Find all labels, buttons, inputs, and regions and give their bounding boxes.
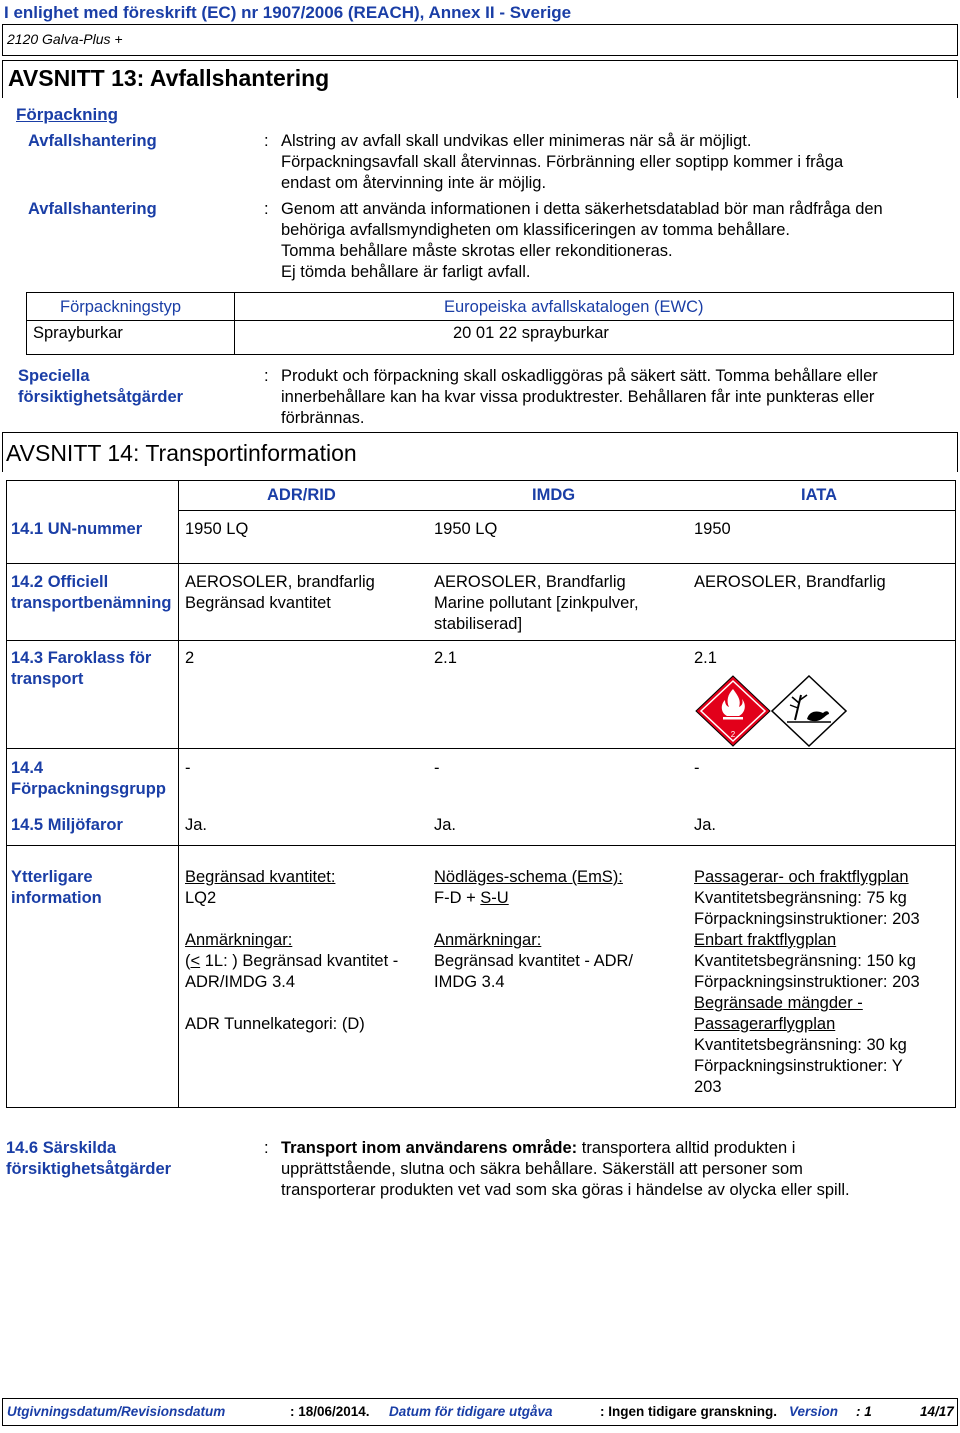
shipping-name-label: 14.2 Officiell transportbenämning: [11, 573, 172, 612]
packaging-type-header: Förpackningstyp: [60, 298, 182, 316]
packaging-subheading: Förpackning: [16, 105, 119, 124]
colon: :: [264, 132, 269, 150]
waste-label-2: Avfallshantering: [28, 200, 157, 218]
packaging-type-value: Sprayburkar: [33, 324, 123, 342]
colon: :: [264, 200, 269, 218]
additional-adr: Begränsad kvantitet: LQ2 Anmärkningar: (< 1L: ) Begränsad kvantitet - ADR/IMDG 3.4 ADR Tunnelkategori: (D): [185, 868, 399, 1033]
special-precautions-text: Produkt och förpackning skall oskadliggöras på säkert sätt. Tomma behållare eller innerbehållare kan ha kvar vissa produktrester. Behållaren får inte punkteras eller förbrännas.: [281, 367, 878, 427]
previous-date-value: : Ingen tidigare granskning.: [600, 1404, 778, 1419]
un-number-label: 14.1 UN-nummer: [11, 520, 143, 538]
hazard-class-label: 14.3 Faroklass för transport: [11, 649, 152, 688]
additional-info-label: Ytterligare information: [11, 868, 102, 907]
hazard-class-adr: 2: [185, 649, 195, 667]
ewc-value: 20 01 22 sprayburkar: [453, 324, 609, 342]
additional-iata: Passagerar- och fraktflygplan Kvantitetsbegränsning: 75 kg Förpackningsinstruktioner: 203 Enbart fraktflygplan Kvantitetsbegränsning: 150 kg Förpackningsinstruktioner: 203 Begränsade mängder - Passagerarflygplan Kvantitetsbegränsning: 30 kg Förpackningsinstruktioner: Y 203: [694, 868, 920, 1096]
waste-label-1: Avfallshantering: [28, 132, 157, 150]
waste-text-1: Alstring av avfall skall undvikas eller minimeras när så är möjligt. Förpackningsavfall skall återvinnas. Förbränning eller soptipp kommer i fråga endast om återvinning inte är möjlig.: [281, 132, 844, 192]
product-name-box: [2, 24, 958, 56]
env-iata: Ja.: [694, 816, 717, 834]
packing-group-label: 14.4 Förpackningsgrupp: [11, 759, 166, 798]
version-value: : 1: [856, 1404, 872, 1419]
special-precautions-label: Speciella försiktighetsåtgärder: [18, 367, 184, 406]
section-14-title: AVSNITT 14: Transportinformation: [6, 440, 357, 466]
un-adr: 1950 LQ: [185, 520, 249, 538]
flammable-gas-pictogram-icon: [695, 675, 771, 747]
colon: :: [264, 367, 269, 385]
document-regulation-title: I enlighet med föreskrift (EC) nr 1907/2006 (REACH), Annex II - Sverige: [4, 3, 572, 22]
packing-group-adr: -: [185, 759, 191, 777]
product-name: 2120 Galva-Plus +: [7, 31, 123, 47]
version-label: Version: [789, 1404, 839, 1419]
env-adr: Ja.: [185, 816, 208, 834]
waste-text-2: Genom att använda informationen i detta säkerhetsdatablad bör man rådfråga den behöriga avfallsmyndigheten om klassificeringen av tomma behållare. Tomma behållare måste skrotas eller rekonditioneras. Ej tömda behållare är farligt avfall.: [281, 200, 883, 281]
un-imdg: 1950 LQ: [434, 520, 498, 538]
colon: :: [264, 1139, 269, 1157]
section-13-title: AVSNITT 13: Avfallshantering: [8, 65, 330, 91]
page-number: 14/17: [920, 1404, 954, 1419]
revision-date-value: : 18/06/2014.: [290, 1404, 370, 1419]
packing-group-imdg: -: [434, 759, 440, 777]
hazard-class-iata: 2.1: [694, 649, 717, 667]
footer-bar: [2, 1398, 958, 1426]
hazard-class-imdg: 2.1: [434, 649, 457, 667]
column-header-iata: IATA: [801, 486, 838, 504]
environment-hazard-pictogram-icon: [771, 675, 847, 747]
un-iata: 1950: [694, 520, 731, 538]
transport-special-text: Transport inom användarens område: transportera alltid produkten i upprättstående, slutna och säkra behållare. Säkerställ att personer som transporterar produkten vet vad som ska göras i händelse av olycka eller spill.: [281, 1139, 850, 1199]
env-imdg: Ja.: [434, 816, 457, 834]
ewc-header: Europeiska avfallskatalogen (EWC): [444, 298, 704, 316]
revision-date-label: Utgivningsdatum/Revisionsdatum: [7, 1404, 226, 1419]
packing-group-iata: -: [694, 759, 700, 777]
column-header-imdg: IMDG: [532, 486, 576, 504]
additional-imdg: Nödläges-schema (EmS): F-D + S-U Anmärkningar: Begränsad kvantitet - ADR/ IMDG 3.4: [434, 868, 634, 991]
transport-special-label: 14.6 Särskilda försiktighetsåtgärder: [6, 1139, 172, 1178]
pictogram-class-number: 2: [730, 730, 736, 739]
previous-date-label: Datum för tidigare utgåva: [389, 1404, 553, 1419]
shipping-name-iata: AEROSOLER, Brandfarlig: [694, 573, 886, 591]
shipping-name-adr: AEROSOLER, brandfarlig Begränsad kvantitet: [185, 573, 375, 612]
environmental-hazards-label: 14.5 Miljöfaror: [11, 816, 123, 834]
shipping-name-imdg: AEROSOLER, Brandfarlig Marine pollutant [zinkpulver, stabiliserad]: [434, 573, 639, 633]
column-header-adr: ADR/RID: [267, 486, 336, 504]
